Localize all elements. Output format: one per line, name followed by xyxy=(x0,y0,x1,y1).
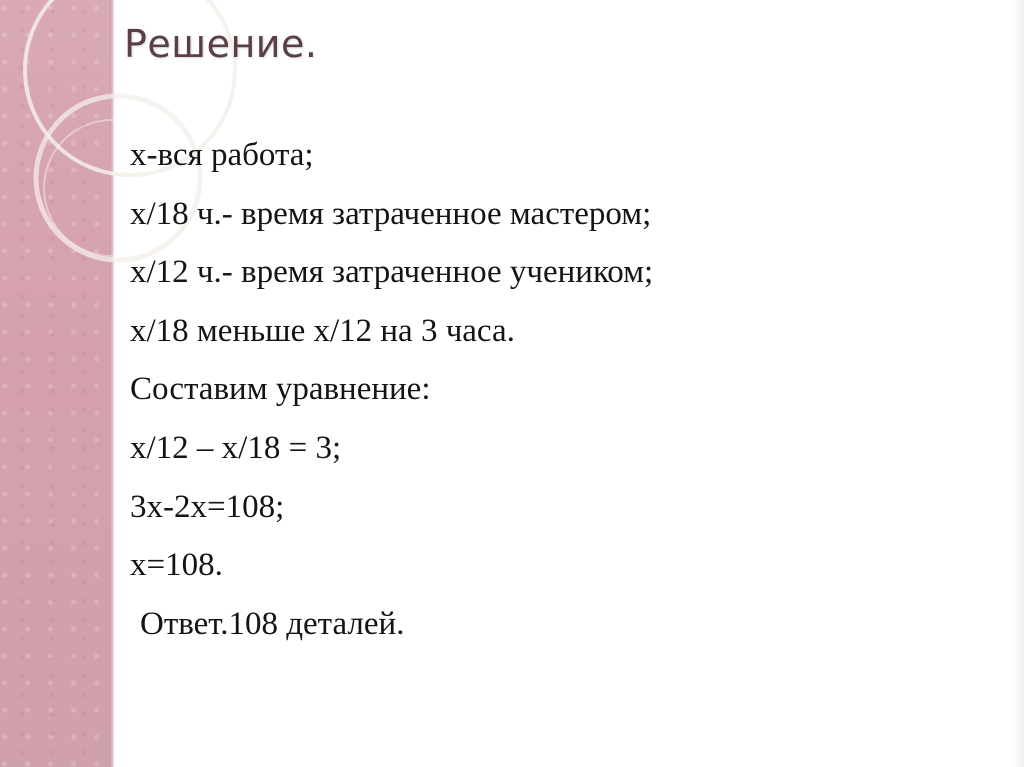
answer-line: Ответ.108 деталей. xyxy=(140,605,405,642)
solution-line: x-вся работа; xyxy=(130,137,314,173)
right-edge-shadow xyxy=(1010,0,1024,767)
solution-line: x/12 ч.- время затраченное учеником; xyxy=(130,254,654,291)
solution-line: x/18 меньше х/12 на 3 часа. xyxy=(130,312,515,349)
solution-line: Составим уравнение: xyxy=(130,371,431,408)
slide-title: Решение. xyxy=(124,22,318,66)
solution-line: x/18 ч.- время затраченное мастером; xyxy=(130,195,652,232)
equation-line: 3x-2x=108; xyxy=(130,488,285,525)
equation-line: x/12 – x/18 = 3; xyxy=(130,429,342,466)
solution-lines xyxy=(130,128,653,655)
result-line: x=108. xyxy=(130,547,223,584)
